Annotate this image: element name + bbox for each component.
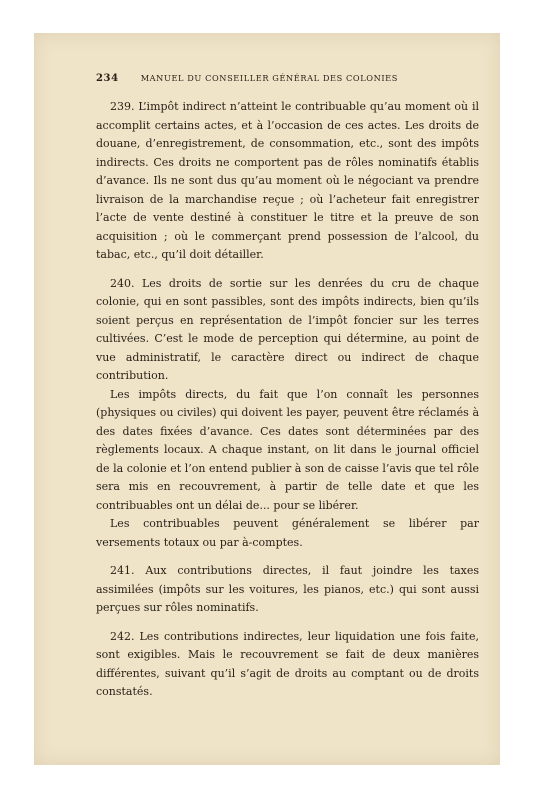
paragraph-240-continued-2	[96, 515, 479, 552]
paragraph-240-continued-1	[96, 386, 479, 516]
paragraph-number: 239.	[110, 100, 135, 113]
paragraph-text: L’impôt indirect n’atteint le contribuable qu’au moment où il accomplit certains actes, et à l’occasion de ces actes. Les droits de douane, d’enregistrement, de consommation, etc., sont des impôts indirects. Ces droits ne comportent pas de rôles nominatifs établis d’avance. Ils ne sont dus qu’au moment où le négociant va prendre livraison de la marchandise reçue ; où l’acheteur fait enregistrer l’acte de vente destiné à constituer le titre et la preuve de son acquisition ; où le commerçant prend possession de l’alcool, du tabac, etc., qu’il doit détailler.	[96, 100, 480, 261]
paragraph-text: Les contributions indirectes, leur liquidation une fois faite, sont exigibles. Mais le recouvrement se fait de deux manières différentes, suivant qu’il s’agit de droits au comptant ou de droits constatés.	[96, 629, 479, 698]
paragraph-text: Aux contributions directes, il faut joindre les taxes assimilées (impôts sur les voitures, les pianos, etc.) qui sont aussi perçues sur rôles nominatifs.	[96, 564, 479, 614]
paragraph-number: 240.	[110, 276, 135, 290]
page-content	[96, 73, 479, 702]
paragraph-text: Les droits de sortie sur les denrées du cru de chaque colonie, qui en sont passibles, sont des impôts indirects, bien qu’ils soient perçus en représentation de l’impôt foncier sur les terres cultivées. C’est le mode de perception qui détermine, au point de vue administratif, le caractère direct ou indirect de chaque contribution.	[96, 276, 480, 382]
paragraph-242	[96, 628, 479, 702]
paragraph-text: Les contribuables peuvent généralement se libérer par versements totaux ou par à-comptes.	[96, 517, 479, 549]
page-header	[96, 73, 479, 84]
page-number: 234	[96, 73, 119, 84]
book-page	[34, 33, 500, 765]
paragraph-239	[96, 98, 479, 265]
paragraph-240	[96, 275, 479, 386]
paragraph-text: Les impôts directs, du fait que l’on connaît les personnes (physiques ou civiles) qui doivent les payer, peuvent être réclamés à des dates fixées d’avance. Ces dates sont déterminées par des règlements locaux. A chaque instant, on lit dans le journal officiel de la colonie et l’on entend publier à son de caisse l’avis que tel rôle sera mis en recouvrement, à partir de telle date et que les contribuables ont un délai de... pour se libérer.	[96, 387, 479, 512]
paragraph-number: 241.	[110, 564, 135, 577]
running-title: MANUEL DU CONSEILLER GÉNÉRAL DES COLONIES	[140, 73, 398, 83]
paragraph-241	[96, 562, 479, 618]
paragraph-number: 242.	[110, 629, 135, 643]
